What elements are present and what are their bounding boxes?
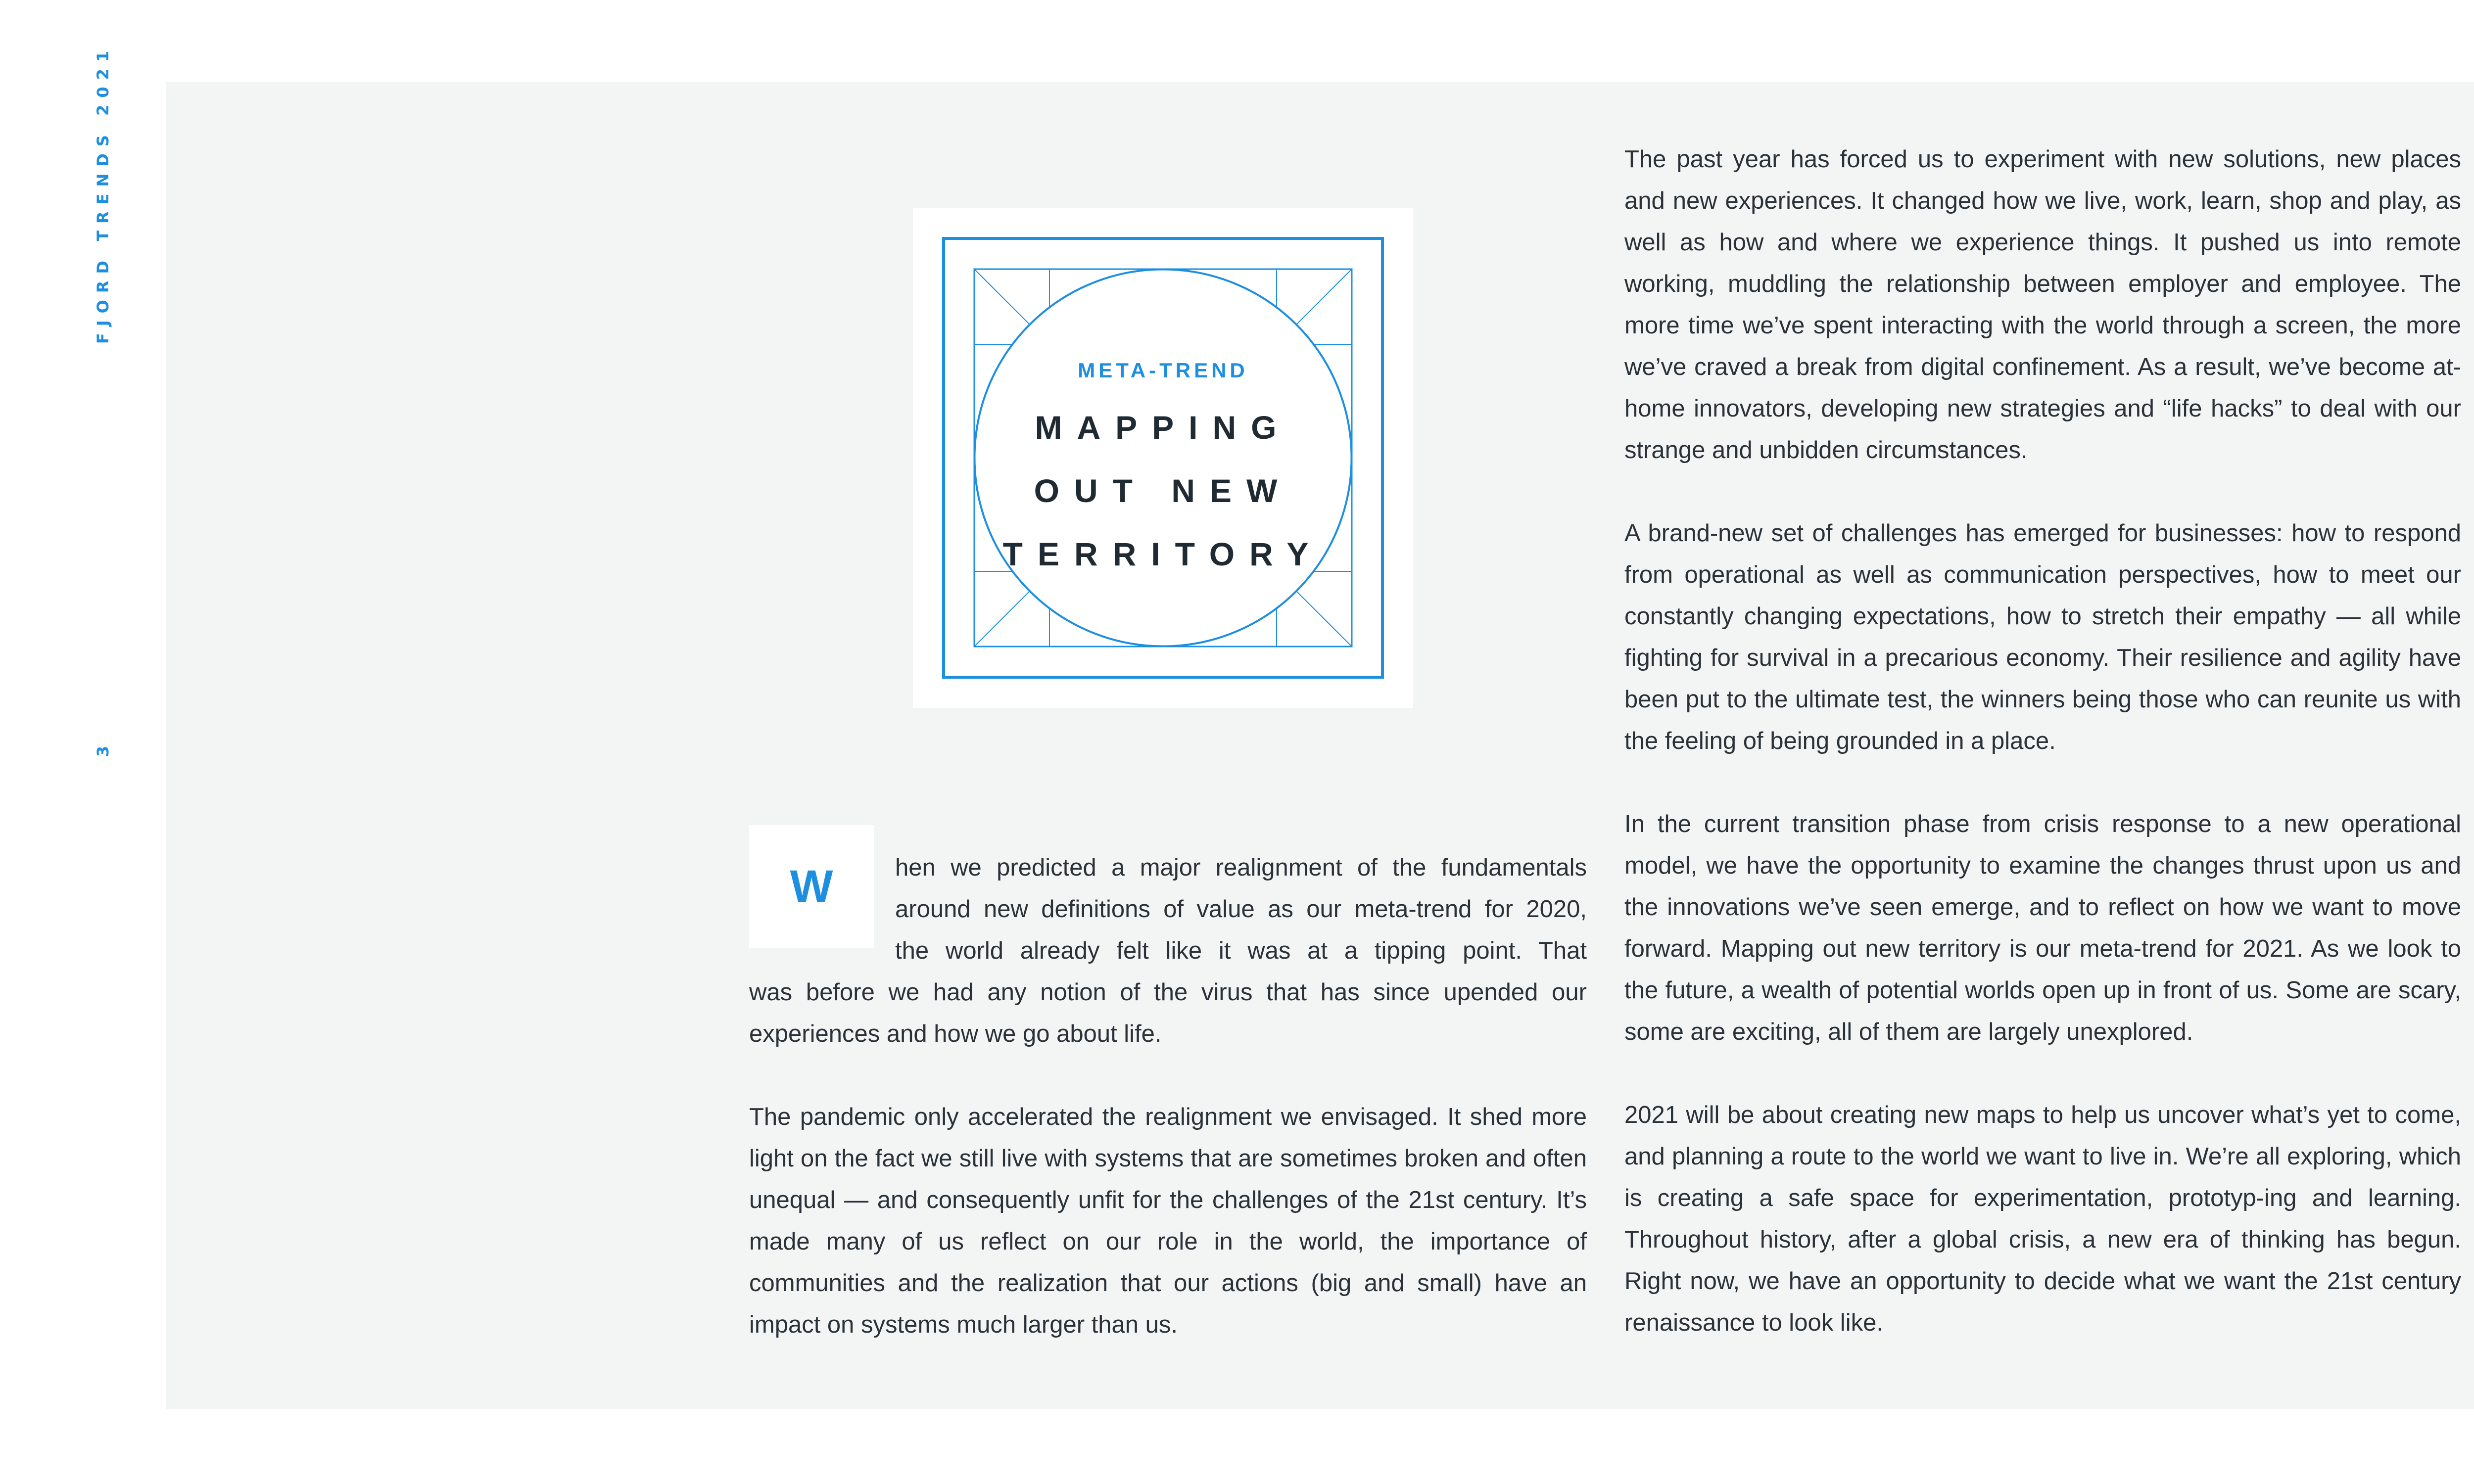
body-paragraph: was before we had any notion of the virus that has since upended our experiences and how we go about life.: [749, 979, 1587, 1047]
intro-line: hen we predicted a major realignment of the fundamentals: [895, 854, 1587, 881]
body-paragraph: The past year has forced us to experiment with new solutions, new places and new experiences. It changed how we live, work, learn, shop and play, as well as how and where we experience things. It pushed us into remote working, muddling the relationship between employer and employee. The more time we’ve spent interacting with the world through a screen, the more we’ve craved a break from digital confinement. As a result, we’ve become at-home innovators, developing new strategies and “life hacks” to deal with our strange and unbidden circumstances.: [1624, 146, 2461, 464]
badge-title: [913, 396, 1413, 586]
body-paragraph: A brand-new set of challenges has emerged for businesses: how to respond from operational as well as communication perspectives, how to meet our constantly changing expectations, how to stretch their empathy — all while fighting for survival in a precarious economy. Their resilience and agility have been put to the ultimate test, the winners being those who can reunite us with the feeling of being grounded in a place.: [1624, 520, 2461, 754]
badge-title-line: MAPPING: [1035, 409, 1291, 446]
meta-trend-badge: [913, 208, 1413, 708]
body-paragraph: The pandemic only accelerated the realignment we envisaged. It shed more light on the fact we still live with systems that are sometimes broken and often unequal — and consequently unfit for the challenges of the 21st century. It’s made many of us reflect on our role in the world, the importance of communities and the realization that our actions (big and small) have an impact on systems much larger than us.: [749, 1104, 1587, 1338]
badge-title-line: TERRITORY: [1002, 536, 1324, 572]
badge-title-line: OUT NEW: [1034, 472, 1292, 509]
body-paragraph: In the current transition phase from crisis response to a new operational model, we have the opportunity to examine the changes thrust upon us and the innovations we’ve seen emerge, and to reflect on how we want to move forward. Mapping out new territory is our meta-trend for 2021. As we look to the future, a wealth of potential worlds open up in front of us. Some are scary, some are exciting, all of them are largely unexplored.: [1624, 811, 2461, 1045]
body-paragraph: 2021 will be about creating new maps to help us uncover what’s yet to come, and planning a route to the world we want to live in. We’re all exploring, which is creating a safe space for experimentation, prototyp-ing and learning. Throughout history, after a global crisis, a new era of thinking has begun. Right now, we have an opportunity to decide what we want the 21st century renaissance to look like.: [1624, 1102, 2461, 1336]
left-column-intro: [895, 847, 1587, 972]
intro-line: the world already felt like it was at a tipping point. That: [895, 937, 1587, 964]
drop-cap: W: [749, 825, 874, 948]
left-column-body: [749, 972, 1587, 1345]
right-column-body: [1624, 139, 2461, 1344]
page-number-left: 3: [94, 739, 112, 757]
running-header-left: FJORD TRENDS 2021: [94, 44, 112, 344]
badge-kicker: META-TREND: [1078, 359, 1248, 382]
intro-line: around new definitions of value as our meta-trend for 2020,: [895, 896, 1587, 923]
